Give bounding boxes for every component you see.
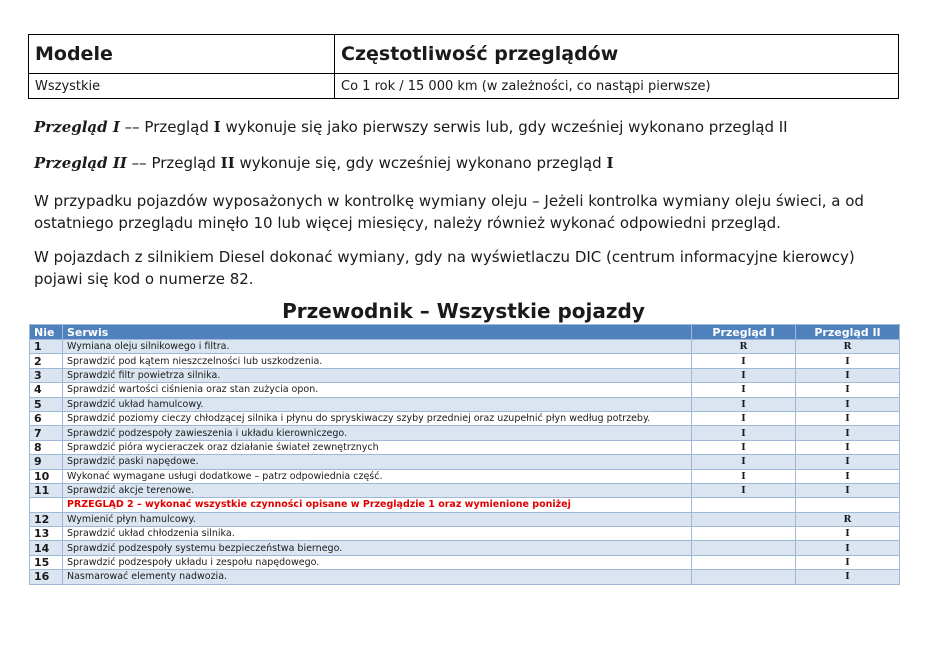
table-row (30, 455, 900, 469)
table-row (30, 527, 900, 541)
row-service: Wymiana oleju silnikowego i filtra. (63, 340, 692, 354)
table-row (30, 570, 900, 584)
service-table-body (30, 340, 900, 585)
row-przeglad-1 (692, 512, 796, 526)
przeglad-2-text-a: –– Przegląd (126, 154, 221, 172)
row-service: Sprawdzić układ chłodzenia silnika. (63, 527, 692, 541)
table-row (30, 440, 900, 454)
table-row (30, 555, 900, 569)
models-row (29, 74, 899, 99)
przeglad-1-label: Przegląd I (34, 118, 120, 136)
row-service: Sprawdzić filtr powietrza silnika. (63, 368, 692, 382)
row-przeglad-2: I (796, 354, 900, 368)
row-przeglad-2: I (796, 411, 900, 425)
row-przeglad-2: I (796, 570, 900, 584)
row-przeglad-2: I (796, 555, 900, 569)
row-service: Sprawdzić wartości ciśnienia oraz stan zużycia opon. (63, 383, 692, 397)
row-number: 3 (30, 368, 63, 382)
row-przeglad-1: R (692, 340, 796, 354)
row-service: Wymienić płyn hamulcowy. (63, 512, 692, 526)
table-row (30, 368, 900, 382)
table-row (30, 340, 900, 354)
models-header-model: Modele (29, 35, 335, 74)
row-przeglad-1: I (692, 440, 796, 454)
table-row (30, 383, 900, 397)
row-przeglad-1 (692, 570, 796, 584)
header-przeglad-1: Przegląd I (692, 325, 796, 340)
row-number: 8 (30, 440, 63, 454)
models-header-frequency: Częstotliwość przeglądów (335, 35, 899, 74)
row-przeglad-2: I (796, 469, 900, 483)
row-number: 10 (30, 469, 63, 483)
row-przeglad-2: I (796, 383, 900, 397)
row-service: PRZEGLĄD 2 – wykonać wszystkie czynności opisane w Przeglądzie 1 oraz wymienione poniżej (63, 498, 692, 512)
paragraph-diesel-dic: W pojazdach z silnikiem Diesel dokonać wymiany, gdy na wyświetlaczu DIC (centrum informacyjne kierowcy) pojawi się kod o numerze 82. (34, 248, 855, 288)
row-przeglad-2: I (796, 455, 900, 469)
service-header-row (30, 325, 900, 340)
service-table (29, 324, 900, 585)
row-service: Sprawdzić podzespoły układu i zespołu napędowego. (63, 555, 692, 569)
row-przeglad-2: I (796, 541, 900, 555)
row-service: Sprawdzić podzespoły systemu bezpieczeństwa biernego. (63, 541, 692, 555)
row-number: 9 (30, 455, 63, 469)
row-przeglad-1 (692, 541, 796, 555)
row-przeglad-2: R (796, 512, 900, 526)
row-przeglad-2: I (796, 426, 900, 440)
table-row (30, 397, 900, 411)
row-service: Sprawdzić podzespoły zawieszenia i układu kierowniczego. (63, 426, 692, 440)
paragraph-przeglad-1 (34, 116, 904, 138)
row-przeglad-1: I (692, 354, 796, 368)
table-row (30, 354, 900, 368)
przeglad-1-bold: I (213, 118, 221, 136)
przeglad-2-bold-a: II (220, 154, 235, 172)
row-number (30, 498, 63, 512)
row-przeglad-2: R (796, 340, 900, 354)
przeglad-2-bold-b: I (606, 154, 614, 172)
row-przeglad-2: I (796, 440, 900, 454)
row-number: 6 (30, 411, 63, 425)
row-number: 5 (30, 397, 63, 411)
table-row (30, 512, 900, 526)
row-number: 12 (30, 512, 63, 526)
row-przeglad-1: I (692, 483, 796, 497)
row-przeglad-2 (796, 498, 900, 512)
row-service: Nasmarować elementy nadwozia. (63, 570, 692, 584)
row-service: Sprawdzić układ hamulcowy. (63, 397, 692, 411)
row-przeglad-1: I (692, 397, 796, 411)
row-number: 2 (30, 354, 63, 368)
row-number: 15 (30, 555, 63, 569)
row-przeglad-1 (692, 555, 796, 569)
models-row-frequency: Co 1 rok / 15 000 km (w zależności, co nastąpi pierwsze) (335, 74, 899, 99)
row-przeglad-1: I (692, 411, 796, 425)
row-service: Sprawdzić pióra wycieraczek oraz działanie świateł zewnętrznych (63, 440, 692, 454)
models-header-row (29, 35, 899, 74)
przeglad-2-label: Przegląd II (34, 154, 127, 172)
table-row (30, 426, 900, 440)
models-table (28, 34, 899, 99)
row-service: Wykonać wymagane usługi dodatkowe – patrz odpowiednia część. (63, 469, 692, 483)
row-przeglad-1: I (692, 368, 796, 382)
row-przeglad-1 (692, 498, 796, 512)
row-service: Sprawdzić paski napędowe. (63, 455, 692, 469)
row-number: 11 (30, 483, 63, 497)
table-row (30, 469, 900, 483)
row-number: 4 (30, 383, 63, 397)
section-note-row (30, 498, 900, 512)
row-service: Sprawdzić akcje terenowe. (63, 483, 692, 497)
header-serwis: Serwis (63, 325, 692, 340)
row-przeglad-2: I (796, 368, 900, 382)
row-przeglad-1 (692, 527, 796, 541)
paragraph-przeglad-2 (34, 152, 904, 174)
row-przeglad-2: I (796, 397, 900, 411)
przeglad-2-text-b: wykonuje się, gdy wcześniej wykonano przegląd (234, 154, 607, 172)
header-nie: Nie (30, 325, 63, 340)
models-row-model: Wszystkie (29, 74, 335, 99)
row-przeglad-1: I (692, 469, 796, 483)
row-number: 13 (30, 527, 63, 541)
table-row (30, 483, 900, 497)
row-number: 7 (30, 426, 63, 440)
paragraph-oil-indicator: W przypadku pojazdów wyposażonych w kontrolkę wymiany oleju – Jeżeli kontrolka wymiany oleju świeci, a od ostatniego przeglądu minęło 10 lub więcej miesięcy, należy również wykonać odpowiedni przegląd. (34, 192, 864, 232)
row-przeglad-1: I (692, 426, 796, 440)
guide-title: Przewodnik – Wszystkie pojazdy (282, 299, 645, 323)
przeglad-1-text-a: –– Przegląd (119, 118, 214, 136)
table-row (30, 541, 900, 555)
row-number: 16 (30, 570, 63, 584)
przeglad-1-text-b: wykonuje się jako pierwszy serwis lub, gdy wcześniej wykonano przegląd II (220, 118, 788, 136)
row-przeglad-1: I (692, 455, 796, 469)
row-service: Sprawdzić pod kątem nieszczelności lub uszkodzenia. (63, 354, 692, 368)
table-row (30, 411, 900, 425)
row-przeglad-1: I (692, 383, 796, 397)
row-number: 14 (30, 541, 63, 555)
row-service: Sprawdzić poziomy cieczy chłodzącej silnika i płynu do spryskiwaczy szyby przedniej oraz uzupełnić płyn według potrzeby. (63, 411, 692, 425)
header-przeglad-2: Przegląd II (796, 325, 900, 340)
row-przeglad-2: I (796, 527, 900, 541)
row-number: 1 (30, 340, 63, 354)
row-przeglad-2: I (796, 483, 900, 497)
